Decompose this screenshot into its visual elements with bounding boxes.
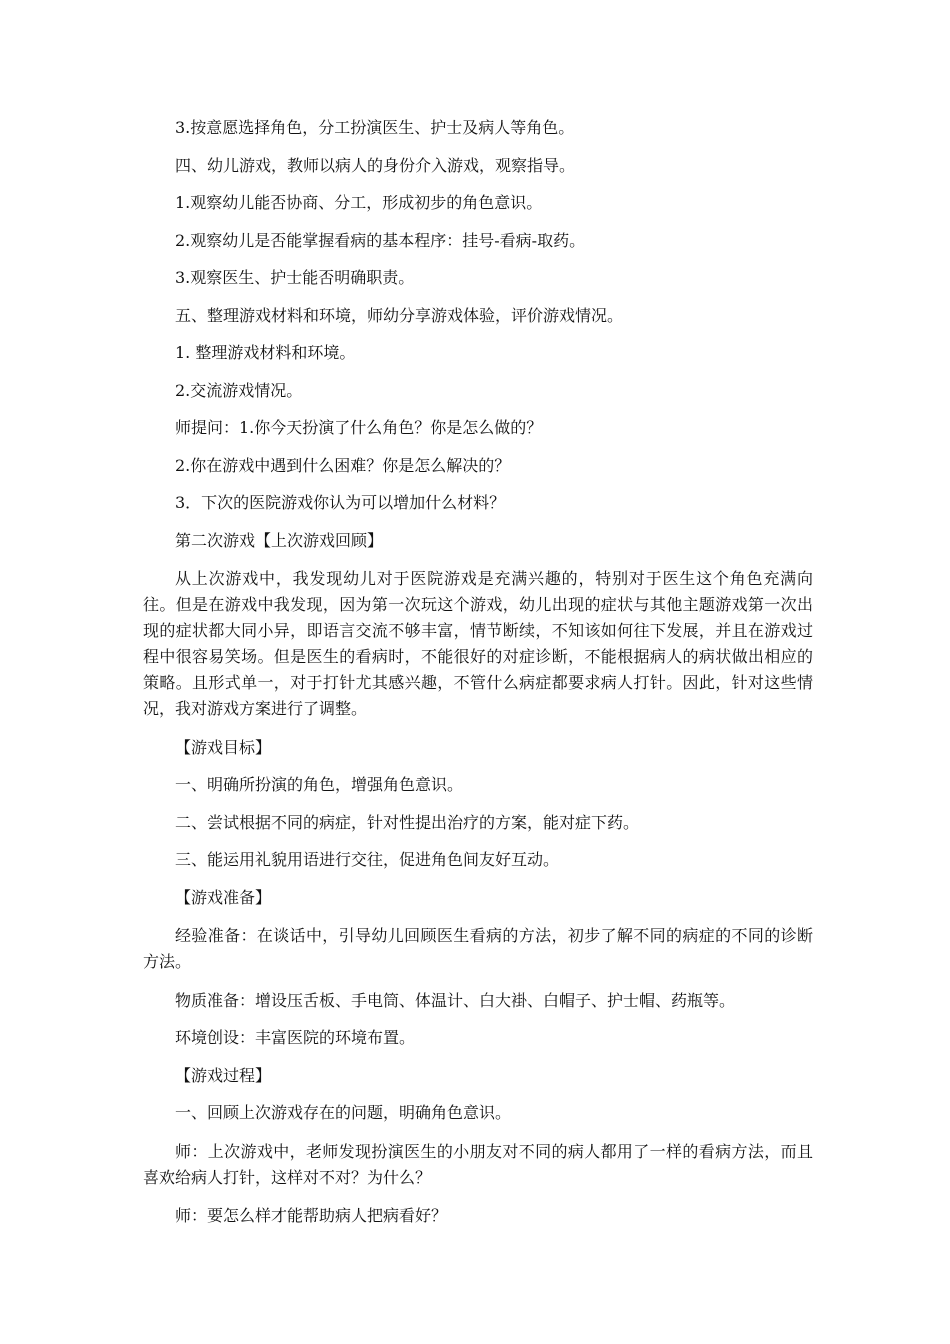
paragraph-5: 3.观察医生、护士能否明确职责。 [175, 268, 415, 287]
paragraph-7: 1. 整理游戏材料和环境。 [175, 343, 356, 362]
paragraph-8: 2.交流游戏情况。 [175, 380, 303, 400]
teacher-question-2: 师：要怎么样才能帮助病人把病看好？ [175, 1206, 448, 1225]
paragraph-9: 师提问：1.你今天扮演了什么角色？你是怎么做的？ [175, 418, 543, 437]
heading-game-preparation: 【游戏准备】 [175, 887, 272, 907]
prep-environment: 环境创设：丰富医院的环境布置。 [175, 1028, 416, 1047]
prep-materials: 物质准备：增设压舌板、手电筒、体温计、白大褂、白帽子、护士帽、药瓶等。 [175, 990, 736, 1010]
teacher-question-1: 师：上次游戏中，老师发现扮演医生的小朋友对不同的病人都用了一样的看病方法，而且喜欢给病人打针，这样对不对？为什么？ [143, 1141, 813, 1187]
heading-game-goals: 【游戏目标】 [175, 737, 272, 757]
document-body [143, 116, 813, 1242]
paragraph-4: 2.观察幼儿是否能掌握看病的基本程序：挂号-看病-取药。 [175, 230, 586, 250]
paragraph-3: 1.观察幼儿能否协商、分工，形成初步的角色意识。 [175, 193, 543, 212]
paragraph-1: 3.按意愿选择角色，分工扮演医生、护士及病人等角色。 [175, 118, 575, 137]
paragraph-11: 3．下次的医院游戏你认为可以增加什么材料？ [175, 493, 506, 512]
goal-1: 一、明确所扮演的角色，增强角色意识。 [175, 775, 464, 794]
goal-2: 二、尝试根据不同的病症，针对性提出治疗的方案，能对症下药。 [175, 812, 640, 832]
goal-3: 三、能运用礼貌用语进行交往，促进角色间友好互动。 [175, 850, 560, 869]
process-step-1: 一、回顾上次游戏存在的问题，明确角色意识。 [175, 1103, 512, 1122]
paragraph-10: 2.你在游戏中遇到什么困难？你是怎么解决的？ [175, 455, 511, 475]
section-heading-second-game: 第二次游戏【上次游戏回顾】 [175, 530, 384, 550]
paragraph-2: 四、幼儿游戏，教师以病人的身份介入游戏，观察指导。 [175, 155, 576, 175]
prep-experience: 经验准备：在谈话中，引导幼儿回顾医生看病的方法，初步了解不同的病症的不同的诊断方法。 [143, 926, 813, 971]
paragraph-6: 五、整理游戏材料和环境，师幼分享游戏体验，评价游戏情况。 [175, 305, 624, 325]
paragraph-review: 从上次游戏中，我发现幼儿对于医院游戏是充满兴趣的，特别对于医生这个角色充满向往。但是在游戏中我发现，因为第一次玩这个游戏，幼儿出现的症状与其他主题游戏第一次出现的症状都大同小异，即语言交流不够丰富，情节断续，不知该如何往下发展，并且在游戏过程中很容易笑场。但是医生的看病时，不能很好的对症诊断，不能根据病人的病状做出相应的策略。且形式单一，对于打针尤其感兴趣，不管什么病症都要求病人打针。因此，针对这些情况，我对游戏方案进行了调整。 [143, 569, 813, 718]
heading-game-process: 【游戏过程】 [175, 1065, 272, 1085]
